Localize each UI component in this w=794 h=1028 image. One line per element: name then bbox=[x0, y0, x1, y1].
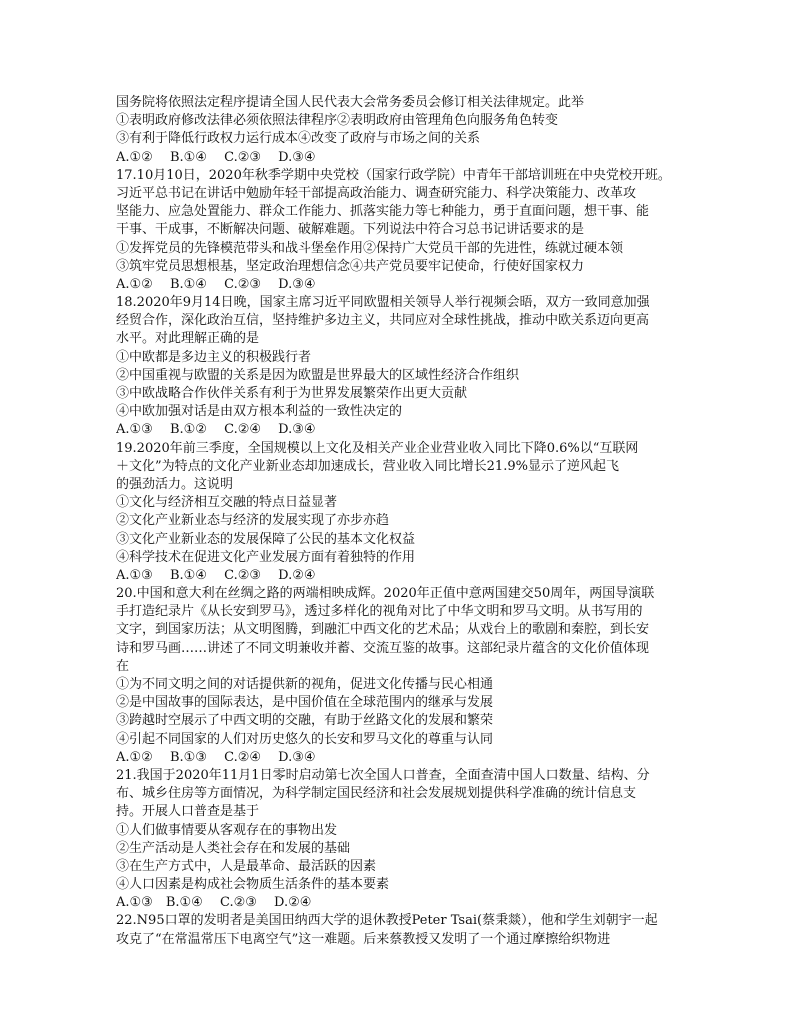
text-line: ①文化与经济相互交融的特点日益显著 bbox=[116, 495, 338, 511]
text-line: A.①② B.①④ C.②③ D.③④ bbox=[116, 276, 316, 292]
text-line: 干事、干成事，不断解决问题、破解难题。下列说法中符合习总书记讲话要求的是 bbox=[116, 222, 585, 238]
text-line: 的强劲活力。这说明 bbox=[116, 476, 234, 492]
text-line: ③文化产业新业态的发展保障了公民的基本文化权益 bbox=[116, 531, 416, 547]
text-line: A.①② B.①④ C.②③ D.③④ bbox=[116, 149, 316, 165]
text-line: ④引起不同国家的人们对历史悠久的长安和罗马文化的尊重与认同 bbox=[116, 731, 494, 747]
text-line: ①发挥党员的先锋模范带头和战斗堡垒作用②保持广大党员干部的先进性，练就过硬本领 bbox=[116, 240, 624, 256]
text-line: ②文化产业新业态与经济的发展实现了亦步亦趋 bbox=[116, 513, 390, 529]
text-line: A.①③ B.①④ C.②③ D.②④ bbox=[116, 895, 312, 911]
text-line: ④中欧加强对话是由双方根本利益的一致性决定的 bbox=[116, 404, 403, 420]
text-line: 布、城乡住房等方面情况，为科学制定国民经济和社会发展规划提供科学准确的统计信息支 bbox=[116, 786, 637, 802]
text-line: ③在生产方式中，人是最革命、最活跃的因素 bbox=[116, 858, 377, 874]
text-line: ③有利于降低行政权力运行成本④改变了政府与市场之间的关系 bbox=[116, 131, 481, 147]
text-line: ④人口因素是构成社会物质生活条件的基本要素 bbox=[116, 877, 390, 893]
text-line: ③跨越时空展示了中西文明的交融，有助于丝路文化的发展和繁荣 bbox=[116, 713, 494, 729]
text-line: 水平。对此理解正确的是 bbox=[116, 331, 260, 347]
text-line: ②生产活动是人类社会存在和发展的基础 bbox=[116, 840, 351, 856]
text-line: 22.N95口罩的发明者是美国田纳西大学的退休教授Peter Tsai(蔡秉燚），他和学生刘朝宇一起 bbox=[116, 913, 658, 929]
text-line: ①为不同文明之间的对话提供新的视角，促进文化传播与民心相通 bbox=[116, 677, 494, 692]
text-line: ①人们做事情要从客观存在的事物出发 bbox=[116, 822, 338, 838]
text-line: ②中国重视与欧盟的关系是因为欧盟是世界最大的区域性经济合作组织 bbox=[116, 367, 520, 383]
text-line: 习近平总书记在讲话中勉励年轻干部提高政治能力、调查研究能力、科学决策能力、改革攻 bbox=[116, 185, 637, 201]
text-line: ①中欧都是多边主义的积极践行者 bbox=[116, 349, 312, 365]
text-line: 文字，到国家历法；从文明图腾，到融汇中西文化的艺术品；从戏台上的歌剧和秦腔，到长安 bbox=[116, 622, 650, 638]
text-line: 21.我国于2020年11月1日零时启动第七次全国人口普查，全面查清中国人口数量、结构、分 bbox=[116, 767, 650, 783]
text-line: ②是中国故事的国际表达，是中国价值在全球范围内的继承与发展 bbox=[116, 695, 494, 711]
text-line: 持。开展人口普查是基于 bbox=[116, 804, 260, 820]
text-line: ③中欧战略合作伙伴关系有利于为世界发展繁荣作出更大贡献 bbox=[116, 386, 468, 401]
text-line: A.①③ B.①④ C.②③ D.②④ bbox=[116, 567, 316, 583]
text-line: 在 bbox=[116, 658, 130, 674]
text-line: 坚能力、应急处置能力、群众工作能力、抓落实能力等七种能力，勇于直面问题，想干事、能 bbox=[116, 204, 650, 220]
text-line: 攻克了“在常温常压下电离空气”这一难题。后来蔡教授又发明了一个通过摩擦给织物进 bbox=[116, 931, 611, 947]
text-line: 手打造纪录片《从长安到罗马》，透过多样化的视角对比了中华文明和罗马文明。从书写用的 bbox=[116, 604, 643, 620]
text-line: ①表明政府修改法律必须依照法律程序②表明政府由管理角色向服务角色转变 bbox=[116, 113, 559, 129]
text-line: 经贸合作，深化政治互信，坚持维护多边主义，共同应对全球性挑战，推动中欧关系迈向更高 bbox=[116, 313, 650, 329]
text-line: ④科学技术在促进文化产业发展方面有着独特的作用 bbox=[116, 549, 416, 565]
text-line: 国务院将依照法定程序提请全国人民代表大会常务委员会修订相关法律规定。此举 bbox=[116, 95, 585, 110]
text-line: ③筑牢党员思想根基，坚定政治理想信念④共产党员要牢记使命，行使好国家权力 bbox=[116, 258, 585, 274]
document-page bbox=[116, 94, 688, 949]
text-line: 19.2020年前三季度，全国规模以上文化及相关产业企业营业收入同比下降0.6%以“互联网 bbox=[116, 440, 639, 456]
text-line: 17.10月10日，2020年秋季学期中央党校（国家行政学院）中青年干部培训班在中央党校开班。 bbox=[116, 167, 671, 183]
text-line: A.①③ B.①② C.②④ D.③④ bbox=[116, 422, 316, 438]
text-line: 18.2020年9月14日晚，国家主席习近平同欧盟相关领导人举行视频会晤，双方一致同意加强 bbox=[116, 295, 650, 311]
text-line: 20.中国和意大利在丝绸之路的两端相映成辉。2020年正值中意两国建交50周年，两国导演联 bbox=[116, 586, 655, 602]
text-line: 诗和罗马画……讲述了不同文明兼收并蓄、交流互鉴的故事。这部纪录片蕴含的文化价值体现 bbox=[116, 640, 650, 656]
text-line: ＋文化”为特点的文化产业新业态却加速成长，营业收入同比增长21.9%显示了逆风起飞 bbox=[116, 458, 619, 474]
text-line: A.①② B.①③ C.②④ D.③④ bbox=[116, 749, 316, 765]
